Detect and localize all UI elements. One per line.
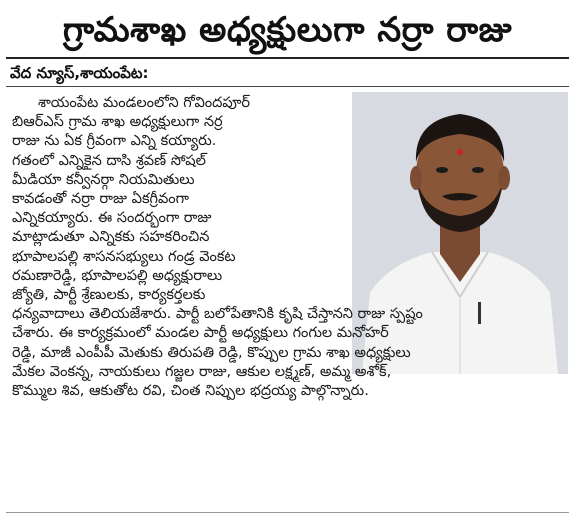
body-line: ఎన్నికయ్యారు. ఈ సందర్భంగా రాజు [12, 210, 212, 227]
body-line: గతంలో ఎన్నికైన దాసి శ్రవణ్ సోషల్ [12, 152, 206, 169]
body-line: చేశారు. ఈ కార్యక్రమంలో మండల పార్టీ అధ్యక్షులు గంగుల మనోహర్ [12, 325, 389, 342]
dateline: వేద న్యూస్,శాయంపేట: [10, 64, 149, 82]
body-line: రెడ్డి, మాజీ ఎంపీపీ మెతుకు తిరుపతి రెడ్డి, కొప్పుల గ్రామ శాఖ అధ్యక్షులు [12, 344, 411, 361]
body-line: జ్యోతి, పార్టీ శ్రేణులకు, కార్యకర్తలకు [12, 287, 206, 304]
headline: గ్రామశాఖ అధ్యక్షులుగా నర్రా రాజు [62, 10, 513, 50]
body-line: కావడంతో నర్రా రాజు ఏకగ్రీవంగా [12, 191, 190, 208]
body-line: మాట్లాడుతూ ఎన్నికకు సహకరించిన [12, 229, 210, 246]
body-line: మీడియా కన్వీనర్గా నియమితులు [12, 171, 195, 188]
body-line: మేకల వెంకన్న, నాయకులు గజ్జల రాజు, ఆకుల లక్ష్మణ్, అమ్మ అశోక్, [12, 363, 392, 380]
headline-rule [6, 57, 569, 59]
body-line: శాయంపేట మండలంలోని గోవిందపూర్ [38, 95, 250, 111]
body-line: కొమ్ముల శివ, ఆకుతోట రవి, చింత నిప్పుల భద్రయ్య పాల్గొన్నారు. [12, 383, 369, 400]
dateline-rule [6, 86, 569, 87]
article-body [12, 94, 564, 401]
body-line: రమణారెడ్డి, భూపాలపల్లి అధ్యక్షురాలు [12, 267, 223, 284]
body-line: ధన్యవాదాలు తెలియజేశారు. పార్టీ బలోపేతానికి కృషి చేస్తానని రాజు స్పష్టం [12, 306, 423, 323]
body-line: బిఆర్ఎస్ గ్రామ శాఖ అధ్యక్షులుగా నర్ర [12, 114, 223, 131]
body-line: భూపాలపల్లి శాసనసభ్యులు గండ్ర వెంకట [12, 248, 236, 265]
body-line: రాజు ను ఏక గ్రీవంగా ఎన్ని కయ్యారు. [12, 133, 217, 150]
bottom-rule [6, 512, 569, 513]
